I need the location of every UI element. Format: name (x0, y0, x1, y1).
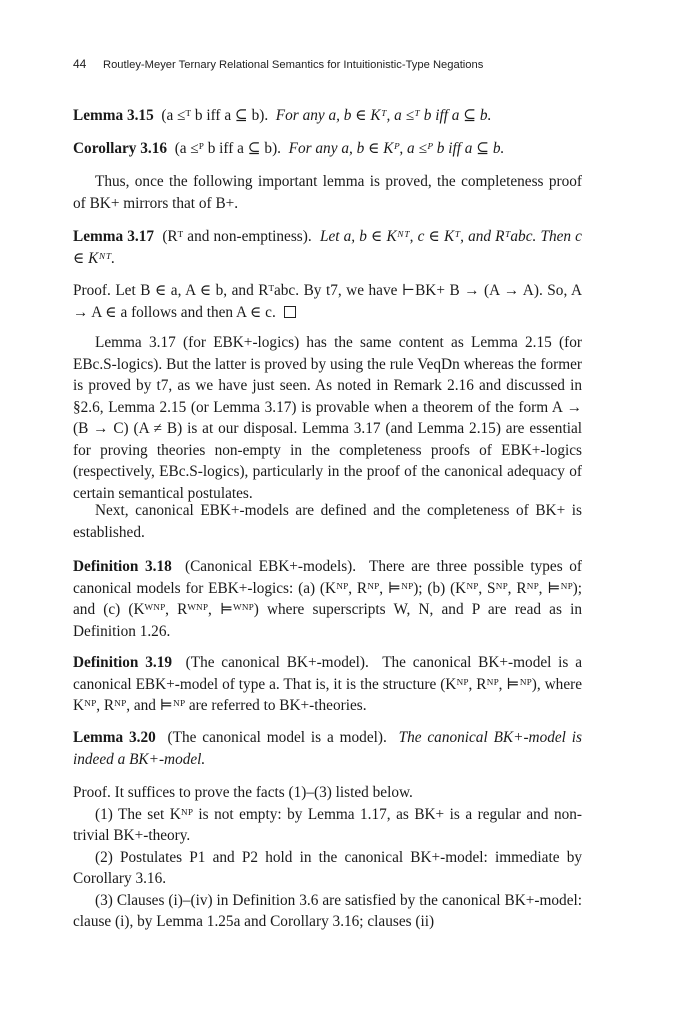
running-title: Routley-Meyer Ternary Relational Semantics for Intuitionistic-Type Negations (103, 59, 484, 71)
definition-3-18 (73, 556, 582, 642)
paragraph-lemma-content (73, 332, 582, 504)
lemma-3-20-label: Lemma 3.20 (73, 729, 156, 746)
lemma-3-17-statement: Let a, b ∈ Kᴺᵀ, c ∈ Kᵀ, and Rᵀabc. Then c ∈ Kᴺᵀ. (73, 228, 582, 267)
definition-3-19-label: Definition 3.19 (73, 654, 173, 671)
lemma-3-20-statement: The canonical BK+-model is indeed a BK+-model. (73, 729, 583, 768)
lemma-3-15-label: Lemma 3.15 (73, 107, 154, 124)
lemma-3-15-statement: For any a, b ∈ Kᵀ, a ≤ᵀ b iff a ⊆ b. (275, 107, 492, 124)
lemma-3-17-label: Lemma 3.17 (73, 228, 155, 245)
corollary-3-16 (73, 138, 582, 160)
page-number: 44 (73, 57, 87, 71)
proof-3-20-intro: Proof. It suffices to prove the facts (1)–(3) listed below. (73, 784, 413, 801)
proof-3-20 (73, 782, 582, 933)
proof-3-17-text: Proof. Let B ∈ a, A ∈ b, and Rᵀabc. By t7, we have ⊢BK+ B → (A → A). So, A → A ∈ a follows and then A ∈ c. (73, 282, 582, 321)
lemma-3-17 (73, 226, 582, 269)
paragraph-lemma-content-text: Lemma 3.17 (for EBK+-logics) has the same content as Lemma 2.15 (for EBc.S-logics). But the latter is proved by using the rule VeqDn whereas the former is proved by t7, as we have just seen. As noted in Remark 2.16 and discussed in §2.6, Lemma 2.15 (or Lemma 3.17) is provable when a theorem of the form A → (B → C) (A ≠ B) is at our disposal. Lemma 3.17 (and Lemma 2.15) are essential for proving theories non-empty in the completeness proofs of EBK+-logics (respectively, EBc.S-logics), particularly in the proof of the canonical adequacy of certain semantical postulates. (73, 334, 582, 502)
qed-square-icon (284, 306, 296, 318)
paragraph-thus (73, 171, 582, 214)
lemma-3-17-title: (Rᵀ and non-emptiness). (162, 228, 312, 245)
corollary-3-16-title: (a ≤ᴾ b iff a ⊆ b). (174, 140, 281, 157)
corollary-3-16-label: Corollary 3.16 (73, 140, 168, 157)
corollary-3-16-statement: For any a, b ∈ Kᴾ, a ≤ᴾ b iff a ⊆ b. (288, 140, 505, 157)
proof-3-20-item2: (2) Postulates P1 and P2 hold in the canonical BK+-model: immediate by Corollary 3.16. (73, 848, 582, 887)
lemma-3-15 (73, 105, 582, 127)
paragraph-next-text: Next, canonical EBK+-models are defined and the completeness of BK+ is established. (73, 502, 582, 541)
proof-3-20-item1: (1) The set Kᴺᴾ is not empty: by Lemma 1.17, as BK+ is a regular and non-trivial BK+-theory. (73, 805, 582, 844)
proof-3-20-item3: (3) Clauses (i)–(iv) in Definition 3.6 are satisfied by the canonical BK+-model: clause (i), by Lemma 1.25a and Corollary 3.16; clauses (ii) (73, 891, 582, 930)
definition-3-18-text: There are three possible types of canonical models for EBK+-logics: (a) (Kᴺᴾ, Rᴺᴾ, ⊨ᴺᴾ); (b) (Kᴺᴾ, Sᴺᴾ, Rᴺᴾ, ⊨ᴺᴾ); and (c) (Kᵂᴺᴾ, Rᵂᴺᴾ, ⊨ᵂᴺᴾ) where superscripts W, N, and P are read as in Definition 1.26. (73, 558, 583, 640)
lemma-3-15-title: (a ≤ᵀ b iff a ⊆ b). (161, 107, 269, 124)
lemma-3-20-title: (The canonical model is a model). (167, 729, 387, 746)
running-header (73, 57, 593, 71)
definition-3-19-text: The canonical BK+-model is a canonical EBK+-model of type a. That is, it is the structure (Kᴺᴾ, Rᴺᴾ, ⊨ᴺᴾ), where Kᴺᴾ, Rᴺᴾ, and ⊨ᴺᴾ are referred to BK+-theories. (73, 654, 582, 714)
definition-3-19-title: (The canonical BK+-model). (185, 654, 369, 671)
paragraph-next (73, 500, 582, 543)
proof-3-17 (73, 280, 582, 323)
paragraph-thus-text: Thus, once the following important lemma is proved, the completeness proof of BK+ mirrors that of B+. (73, 173, 582, 212)
definition-3-19 (73, 652, 582, 717)
definition-3-18-title: (Canonical EBK+-models). (184, 558, 357, 575)
definition-3-18-label: Definition 3.18 (73, 558, 172, 575)
lemma-3-20 (73, 727, 582, 770)
